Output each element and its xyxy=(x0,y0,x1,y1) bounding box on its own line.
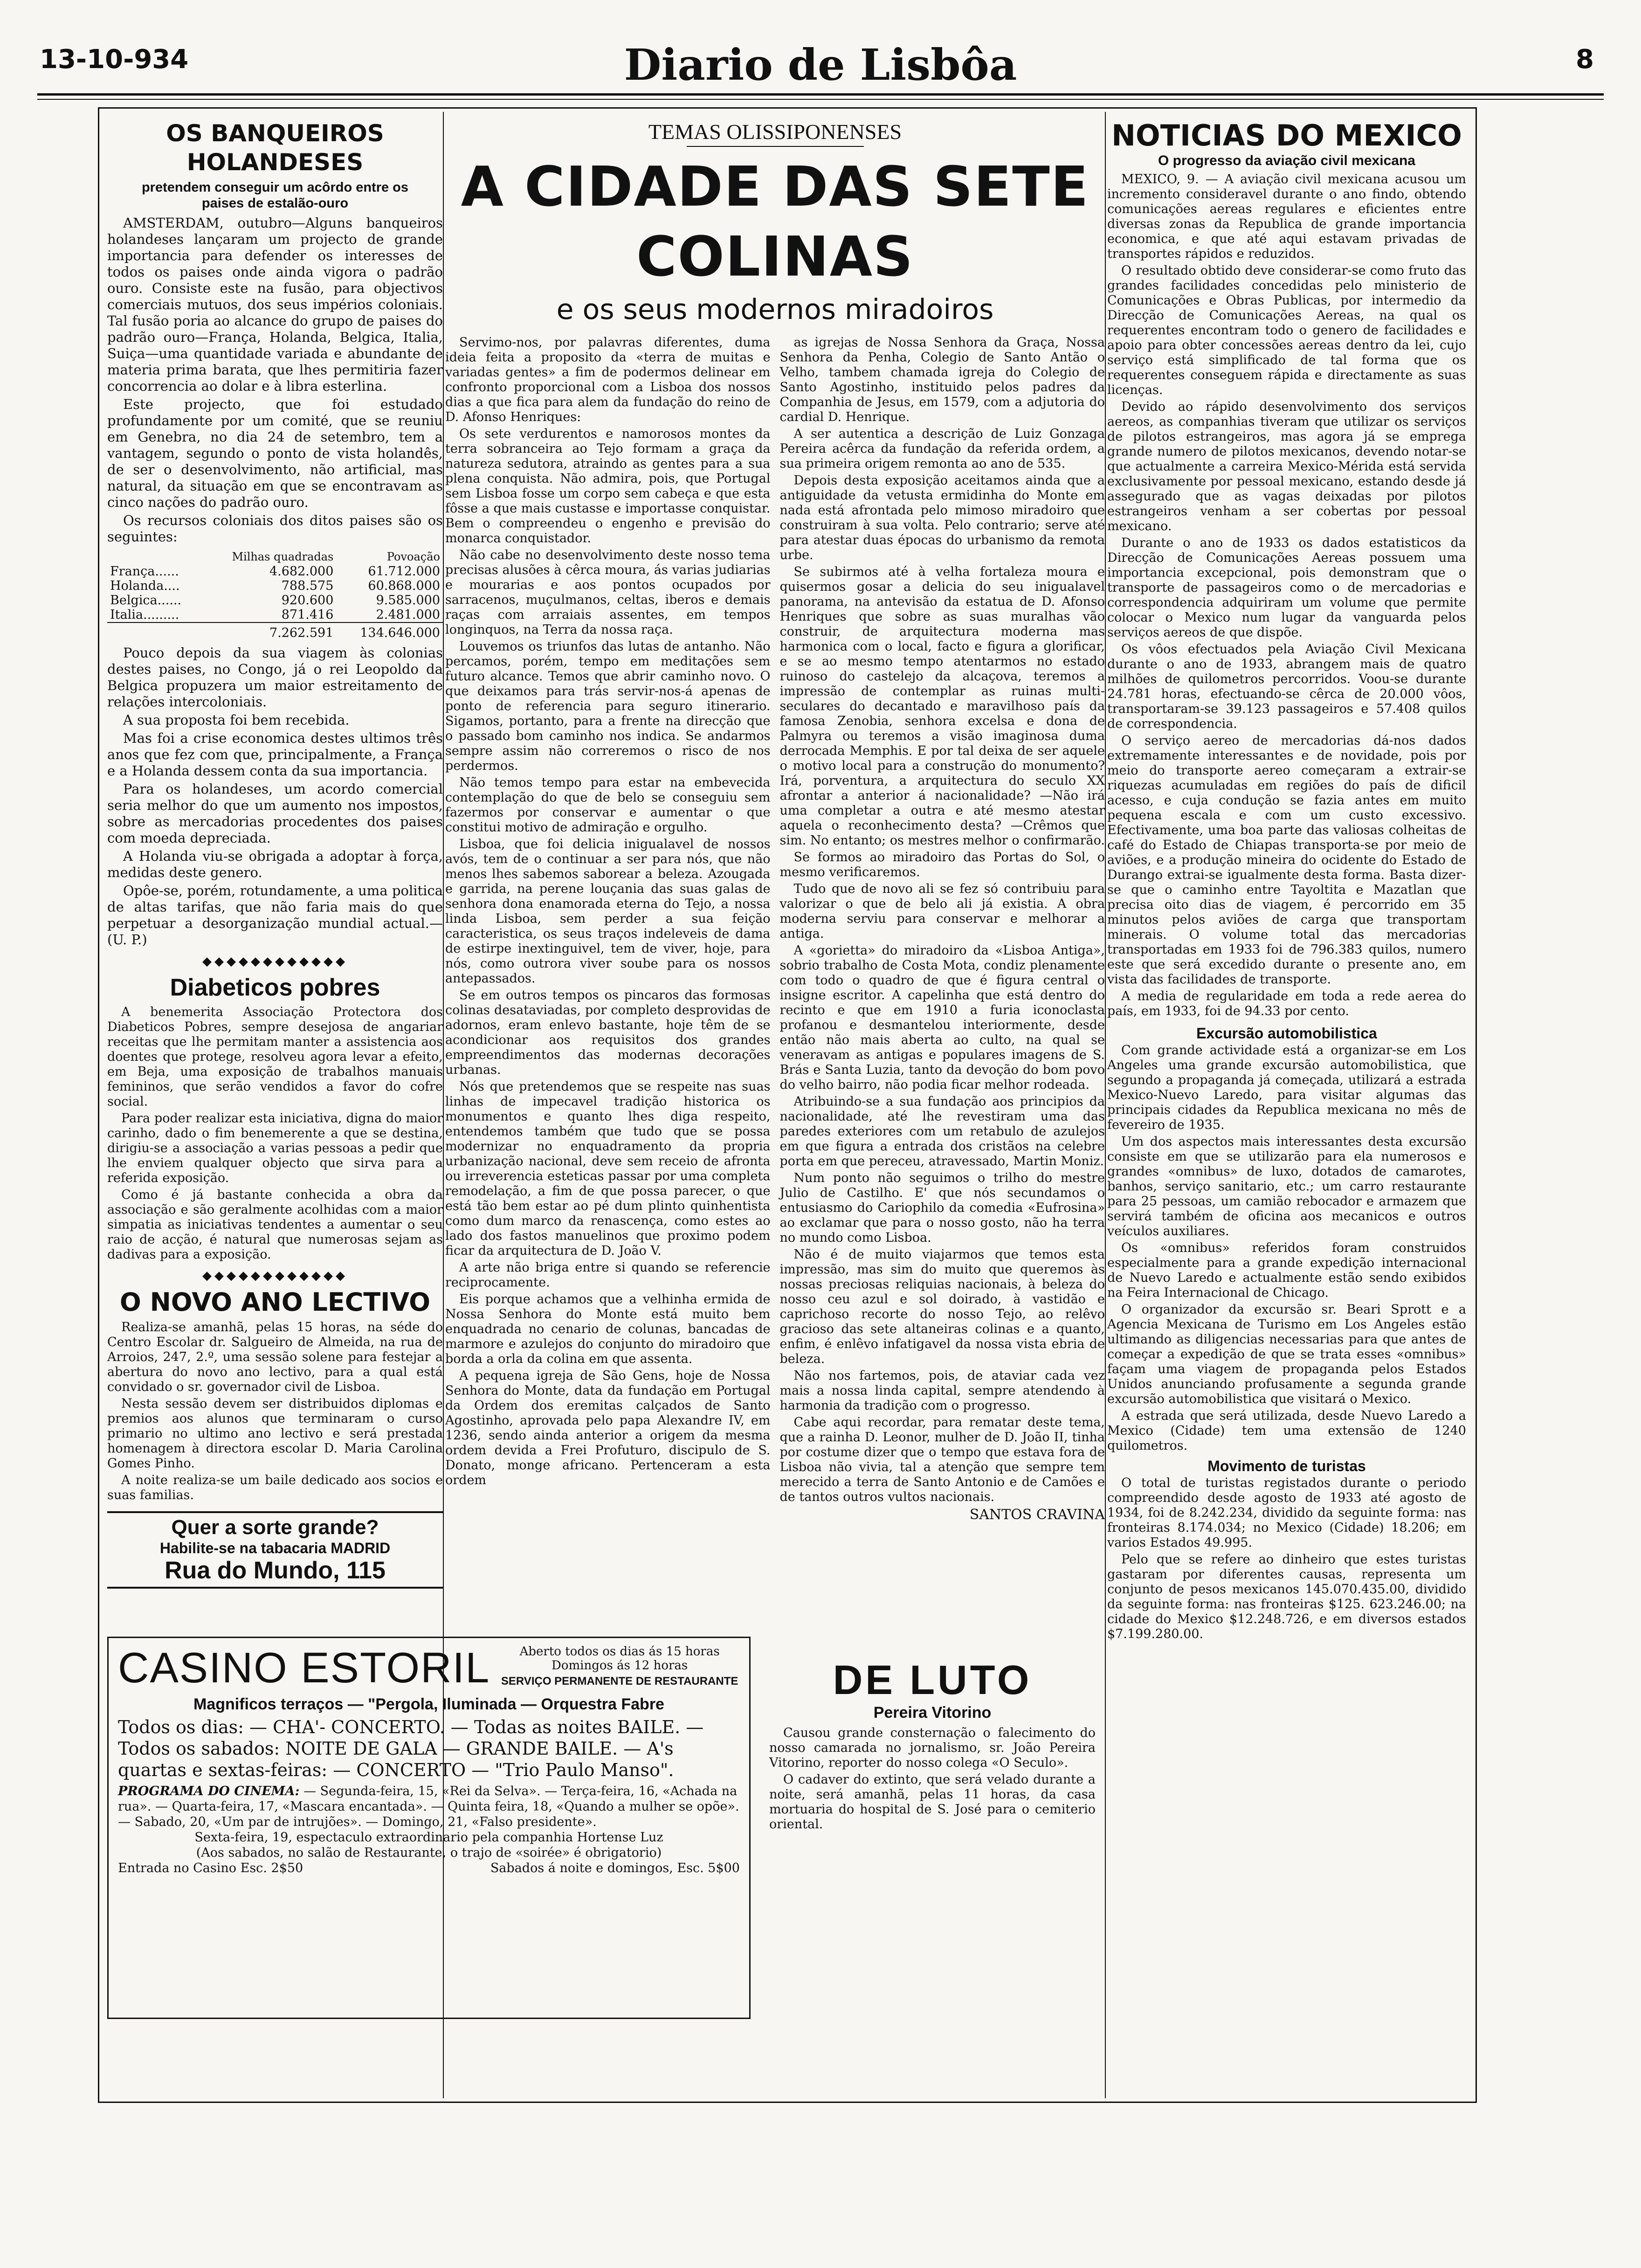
article-paragraph: Se subirmos até à velha fortaleza moura e quisermos gosar a delicia do seu inigualavel panorama, na antevisão da estatua de D. Afonso Henriques que sobre as suas muralhas vão construir, de arquitectura moderna mas harmonica com o local, facto e figura a glorificar, e se ao mesmo tempo atentarmos no estado ruinoso do castelejo da alcaçova, teremos a impressão de contemplar as ruinas multi-seculares do decantado e maravilhoso país da famosa Zenobia, senhora excelsa e dona de Palmyra ou teremos a visão imaginosa duma derrocada Memphis. E por tal deixa de ser aquele o motivo local para a construção do monumento? Irá, porventura, a arquitectura do seculo XX afrontar a anterior á nacionalidade? —Não irá uma completar a outra e até mesmo atestar aquela o reconhecimento desta? —Crêmos que sim. No entanto; os mestres melhor o confirmarão. xyxy=(779,565,1105,848)
article-paragraph: as igrejas de Nossa Senhora da Graça, Nossa Senhora da Penha, Colegio de Santo Antão o Velho, tambem chamada igreja do Colegio de Santo Agostinho, instituido pelos padres da Companhia de Jesus, em 1579, com a adjutoria do cardial D. Henrique. xyxy=(779,335,1105,424)
turistas-headline: Movimento de turistas xyxy=(1207,1458,1366,1474)
article-paragraph: Os sete verdurentos e namorosos montes da terra sobranceira ao Tejo formam a graça da natureza sedutora, atraindo as gentes para a sua plena conquista. Não admira, pois, que Portugal sem Lisboa fosse um corpo sem cabeça e que esta fôsse a que mais custasse e importasse conquistar. Bem o compreendeu o engenho e previsão do monarca conquistador. xyxy=(445,427,771,546)
colonial-resources-table xyxy=(107,550,443,640)
article-paragraph: Não temos tempo para estar na embevecida contemplação do que de belo se conseguiu sem fazermos por conservar e aumentar o que constitui motivo de admiração e orgulho. xyxy=(445,775,771,835)
article-column-b xyxy=(779,335,1105,1523)
main-subheadline: e os seus modernos miradoiros xyxy=(556,293,994,326)
section-title: TEMAS OLISSIPONENSES xyxy=(648,120,902,144)
casino-title: CASINO ESTORIL xyxy=(118,1644,490,1692)
article-paragraph: A pequena igreja de São Gens, hoje de Nossa Senhora do Monte, data da fundação em Portugal da Ordem dos eremitas calçados de Santo Agostinho, aprovada pelo papa Alexandre IV, em 1236, sendo ainda anterior a origem da mesma ordem devida a Frei Profuturo, discipulo de S. Donato, monge africano. Pertenceram a esta ordem xyxy=(445,1369,771,1487)
program-title: PROGRAMA DO CINEMA: xyxy=(118,1784,300,1798)
casino-service: SERVIÇO PERMANENTE DE RESTAURANTE xyxy=(501,1675,738,1687)
frame-top xyxy=(98,107,1477,109)
article-paragraph: Um dos aspectos mais interessantes desta excursão consiste em que se utilizarão para ela numerosos e grandes «omnibus» de luxo, dotados de camarotes, banhos, serviço sanitario, etc.; um carro restaurante para 25 pessoas, um camião rebocador e armazem que servirá também de oficina aos mecanicos e outros veículos auxiliares. xyxy=(1107,1134,1466,1238)
right-column xyxy=(1107,119,1466,1644)
frame-right xyxy=(1476,107,1477,2103)
luto-subtitle: Pereira Vitorino xyxy=(873,1704,992,1722)
article-paragraph: Atribuindo-se a sua fundação aos principios da nacionalidade, até lhe revestiram uma das paredes exteriores com um retabulo de azulejos em que figura a entrada dos cristãos na celebre porta em que pereceu, atravessado, Martin Moniz. xyxy=(779,1094,1105,1169)
table-cell: 2.481.000 xyxy=(376,608,440,622)
table-cell: 134.646.000 xyxy=(336,622,443,640)
article-paragraph: A arte não briga entre si quando se referencie reciprocamente. xyxy=(445,1260,771,1290)
article-paragraph: Servimo-nos, por palavras diferentes, duma ideia feita a proposito da «terra de muitas e variadas gentes» a fim de podermos delinear em confronto proporcional com a Lisboa dos nossos dias a que fica para alem da fundação do reino de D. Afonso Henriques: xyxy=(445,335,771,424)
center-column xyxy=(445,119,1105,1523)
article-column-a xyxy=(445,335,771,1487)
table-cell: 60.868.000 xyxy=(368,579,440,593)
ad-line: Quer a sorte grande? xyxy=(171,1516,379,1539)
casino-entry: Entrada no Casino Esc. 2$50 xyxy=(118,1861,303,1875)
article-paragraph: O organizador da excursão sr. Beari Sprott e a Agencia Mexicana de Turismo em Los Angeles estão ultimando as diligencias necessarias para que antes de começar a expedição de que se trata esses «omnibus» façam uma viagem de propaganda pelos Estados Unidos anunciando profusamente a segunda grande excursão automobilistica que visitará o Mexico. xyxy=(1107,1302,1466,1406)
article-paragraph: A sua proposta foi bem recebida. xyxy=(123,712,350,728)
table-row xyxy=(107,579,443,593)
article-paragraph: Os vôos efectuados pela Aviação Civil Mexicana durante o ano de 1933, abrangem mais de quatro milhões de quilometros percorridos. Voou-se durante 24.781 horas, efectuando-se cêrca de 20.000 vôos, transportaram-se 39.123 passageiros e 57.408 quilos de correspondencia. xyxy=(1107,642,1466,731)
article-paragraph: Louvemos os triunfos das lutas de antanho. Não percamos, porém, tempo em meditações sem futuro alcance. Temos que abrir caminho novo. O que deixamos para trás servir-nos-á apenas de ponto de referencia para seguro itinerario. Sigamos, portanto, para a frente na direcção que o passado bom caminho nos indica. Se andarmos sempre assim não correremos o risco de nos perdermos. xyxy=(445,639,771,773)
table-cell: 4.682.000 xyxy=(269,564,334,579)
table-cell: França...... xyxy=(110,564,179,579)
frame-left xyxy=(98,107,99,2103)
article-paragraph: Opôe-se, porém, rotundamente, a uma politica de altas tarifas, que não faria mais do que perpetuar a desorganização mundial actual.—(U. P.) xyxy=(107,883,443,947)
casino-special: Sexta-feira, 19, espectaculo extraordinario pela companhia Hortense Luz xyxy=(194,1830,663,1845)
table-cell: 920.600 xyxy=(281,593,334,608)
table-cell: 7.262.591 xyxy=(203,622,336,640)
separator-ornament: ◆◆◆◆◆◆◆◆◆◆◆◆ xyxy=(202,954,348,968)
ano-lectivo-headline: O NOVO ANO LECTIVO xyxy=(119,1287,431,1317)
page-number: 8 xyxy=(1576,44,1594,75)
article-paragraph: Mas foi a crise economica destes ultimos três anos que fez com que, principalmente, a França e a Holanda dessem conta da sua importancia. xyxy=(107,730,443,779)
casino-weekend: Sabados á noite e domingos, Esc. 5$00 xyxy=(490,1861,740,1875)
table-cell: 9.585.000 xyxy=(376,593,440,608)
article-paragraph: Eis porque achamos que a velhinha ermida de Nossa Senhora do Monte está muito bem enquadrada no cenario de colunas, bancadas de marmore e azulejos do conjunto do miradoiro que borda a orla da colina em que assenta. xyxy=(445,1292,771,1366)
cinema-program xyxy=(118,1784,740,1830)
article-paragraph: Os recursos coloniais dos ditos paises são os seguintes: xyxy=(107,512,443,545)
article-paragraph: Causou grande consternação o falecimento do nosso camarada no jornalismo, sr. João Pereira Vitorino, reporter do nosso colega «O Seculo». xyxy=(769,1726,1096,1770)
article-paragraph: MEXICO, 9. — A aviação civil mexicana acusou um incremento consideravel durante o ano findo, obtendo comunicações aereas regulares e eficientes entre diversas zonas da Republica de grande importancia economica, e que até aqui estavam privadas de transportes rápidos e reduzidos. xyxy=(1107,172,1466,261)
banqueiros-subheadline: pretendem conseguir um acôrdo entre os paises de estalão-ouro xyxy=(141,180,409,211)
mexico-subheadline: O progresso da aviação civil mexicana xyxy=(1158,153,1415,168)
table-cell: 788.575 xyxy=(281,579,334,593)
article-paragraph: Realiza-se amanhã, pelas 15 horas, na séde do Centro Escolar dr. Salgueiro de Almeida, na rua de Arroios, 247, 2.º, uma sessão solene para festejar a abertura do novo ano lectivo, para a qual está convidado o sr. governador civil de Lisboa. xyxy=(107,1320,443,1394)
article-paragraph: Não nos fartemos, pois, de ataviar cada vez mais a nossa linda capital, sempre atendendo à harmonia da tradição com o progresso. xyxy=(779,1369,1105,1413)
main-headline: A CIDADE DAS SETE COLINAS xyxy=(461,154,1089,289)
article-paragraph: A «gorietta» do miradoiro da «Lisboa Antiga», sobrio trabalho de Costa Mota, condiz plenamente com todo o quadro de que é figura central o insigne escritor. A capelinha que está dentro do recinto e que em 1910 a furia iconoclasta profanou e desmantelou interiormente, desde então não mais aberta ao culto, na qual se veneravam as antigas e populares imagens de S. Brás e Santa Luzia, tanto da devoção do bom povo do velho bairro, não podia ficar melhor rodeada. xyxy=(779,943,1105,1092)
article-paragraph: Devido ao rápido desenvolvimento dos serviços aereos, as companhias tiveram que utilizar os serviços de pilotos estrangeiros, mas agora já se emprega grande numero de pilotos mexicanos, devendo notar-se que actualmente a carreira Mexico-Mérida está servida exclusivamente por pessoal mexicano, estando desde já assegurado que as vagas deixadas por pilotos estrangeiros venham a ser cobertas por pessoal mexicano. xyxy=(1107,400,1466,533)
table-cell: 61.712.000 xyxy=(368,564,440,579)
section-underline xyxy=(687,146,864,147)
article-paragraph: O total de turistas registados durante o periodo compreendido desde agosto de 1933 até agosto de 1934, foi de 8.242.234, dividido da seguinte forma: nas fronteiras 8.174.034; no Mexico (Cidade) 18.206; em varios Estados 49.995. xyxy=(1107,1476,1466,1550)
article-paragraph: A media de regularidade em toda a rede aerea do país, em 1933, foi de 94.33 por cento. xyxy=(1107,989,1466,1018)
program-list: — Segunda-feira, 15, «Rei da Selva». — Terça-feira, 16, «Achada na rua». — Quarta-feira, 17, «Mascara encantada». — Quinta feira, 18, «Quando a mulher se opõe». — Sabado, 20, «Um par de intrujões». — Domingo, 21, «Falso presidente». xyxy=(118,1784,739,1829)
sorte-grande-ad xyxy=(107,1511,443,1589)
luto-notice xyxy=(769,1658,1096,1834)
column-rule-2 xyxy=(1105,112,1106,2098)
masthead-rule-thin xyxy=(37,99,1604,100)
article-paragraph: Como é já bastante conhecida a obra da associação e são geralmente acolhidas com a maior simpatia as iniciativas tendentes a aumentar o seu raio de acção, é natural que numerosas sejam as dadivas para a exposição. xyxy=(107,1188,443,1262)
article-paragraph: AMSTERDAM, outubro—Alguns banqueiros holandeses lançaram um projecto de grande importancia para defender os interesses de todos os paises onde ainda vigora o padrão ouro. Consiste este na fusão, para objectivos comerciais mutuos, dos seus impérios coloniais. Tal fusão poria ao alcance do grupo de paises do padrão ouro—França, Holanda, Belgica, Italia, Suiça—uma quantidade variada e abundante de materia prima barata, que lhes permitiria fazer concorrencia ao dolar e à libra esterlina. xyxy=(107,215,443,394)
article-paragraph: Os «omnibus» referidos foram construidos especialmente para a grande expedição internacional de Nuevo Laredo e actualmente estão sendo exibidos na Feira Internacional de Chicago. xyxy=(1107,1241,1466,1300)
article-paragraph: Não cabe no desenvolvimento deste nosso tema precisas alusões à cêrca moura, ás varias judiarias e mourarias e aos pontos ocupados por sarracenos, muçulmanos, celtas, iberos e demais raças com arraiais assentes, em tempos longinquos, na Terra da nossa raça. xyxy=(445,548,771,637)
excursao-headline: Excursão automobilistica xyxy=(1196,1025,1377,1042)
luto-title: DE LUTO xyxy=(833,1657,1032,1703)
table-cell: 871.416 xyxy=(281,608,334,622)
article-paragraph: Pouco depois da sua viagem às colonias destes paises, no Congo, já o rei Leopoldo da Belgica propuzera um maior estreitamento de relações intercoloniais. xyxy=(107,645,443,710)
ad-line: Rua do Mundo, 115 xyxy=(165,1557,386,1584)
separator-ornament: ◆◆◆◆◆◆◆◆◆◆◆◆ xyxy=(202,1269,348,1283)
article-paragraph: Nesta sessão devem ser distribuidos diplomas e premios aos alunos que terminaram o curso primario no ultimo ano lectivo e será prestada homenagem à directora escolar D. Maria Carolina Gomes Pinho. xyxy=(107,1397,443,1471)
casino-terraces: Magnificos terraços — "Pergola, Iluminada — Orquestra Fabre xyxy=(193,1695,664,1713)
masthead-rule xyxy=(37,93,1604,96)
table-row xyxy=(107,564,443,579)
article-paragraph: Durante o ano de 1933 os dados estatisticos da Direcção de Comunicações Aereas possuem uma importancia excepcional, pois demonstram que o transporte de passageiros como o de mercadorias e correspondencia adquiriram um volume que permite colocar o Mexico num lugar da vanguarda pelos serviços aereos de que dispõe. xyxy=(1107,536,1466,640)
article-paragraph: A Holanda viu-se obrigada a adoptar à força, medidas deste genero. xyxy=(107,848,443,880)
article-paragraph: Não é de muito viajarmos que temos esta impressão, mas sim do muito que queremos às nossas preciosas reliquias nacionais, à beleza do nosso ceu azul e sol doirado, à vastidão e caprichoso recorte do nosso Tejo, ao relêvo gracioso das sete altaneiras colinas e a quanto, enfim, é enlêvo infatigavel da nossa vista ebria de beleza. xyxy=(779,1247,1105,1366)
article-paragraph: Pelo que se refere ao dinheiro que estes turistas gastaram por diferentes causas, representa um conjunto de pesos mexicanos 145.070.435.00, dividido da seguinte forma: nas fronteiras $125. 623.246.00; na cidade do Mexico $12.248.726, e em diversos estados $7.199.280.00. xyxy=(1107,1552,1466,1641)
left-column xyxy=(107,119,443,1589)
article-author: SANTOS CRAVINA xyxy=(969,1507,1105,1523)
newspaper-title: Diario de Lisbôa xyxy=(624,40,1017,90)
column-header: Povoação xyxy=(386,550,440,563)
frame-bottom xyxy=(98,2102,1477,2103)
casino-dress: (Aos sabados, no salão de Restaurante, o trajo de «soirée» é obrigatorio) xyxy=(196,1846,662,1860)
ad-line: Habilite-se na tabacaria MADRID xyxy=(159,1540,391,1556)
article-paragraph: Se em outros tempos os pincaros das formosas colinas desataviadas, por completo desprovidas de adornos, eram enlevo bastante, hoje têm de se acondicionar aos requisitos dos grandes empreendimentos das modernas decorações urbanas. xyxy=(445,988,771,1077)
table-cell: Belgica...... xyxy=(110,593,182,608)
article-paragraph: Com grande actividade está a organizar-se em Los Angeles uma grande excursão automobilistica, que segundo a propaganda já começada, utilizará a estrada Mexico-Nuevo Laredo, para visitar algumas das principais cidades da Republica mexicana no mês de fevereiro de 1935. xyxy=(1107,1043,1466,1132)
article-paragraph: Depois desta exposição aceitamos ainda que a antiguidade da vetusta ermidinha do Monte em nada está afrontada pelo mimoso miradoiro que construiram à sua volta. Pelo contrario; serve até para atestar duas épocas do urbanismo da remota urbe. xyxy=(779,473,1105,562)
issue-date: 13-10-934 xyxy=(40,44,189,75)
article-paragraph: Este projecto, que foi estudado profundamente por um comité, que se reuniu em Genebra, no dia 24 de setembro, tem a vantagem, segundo o ponto de vista holandês, de ser o desenvolvimento, não artificial, mas natural, da situação em que se encontravam as cinco nações do padrão ouro. xyxy=(107,396,443,510)
article-paragraph: Para os holandeses, um acordo comercial seria melhor do que um aumento nos impostos, sobre as mercadorias procedentes dos paises com moeda depreciada. xyxy=(107,781,443,846)
article-columns xyxy=(445,335,1105,1523)
casino-days: Todos os dias: — CHA'- CONCERTO. — Todas as noites BAILE. — Todos os sabados: NOITE DE GALA — GRANDE BAILE. — A's quartas e sextas-feiras: — CONCERTO — "Trio Paulo Manso". xyxy=(118,1717,704,1780)
article-paragraph: O serviço aereo de mercadorias dá-nos dados extremamente interessantes e de novidade, pois por meio do transporte aereo começaram a extrair-se riquezas acumuladas em regiões do país de dificil acesso, e cuja condução se fazia antes em muito pequena escala e com um custo excessivo. Efectivamente, uma boa parte das valiosas colheitas de café do Estado de Chiapas transporta-se por meio de aviões, e a produção mineira do ocidente do Estado de Durango extrai-se igualmente desta forma. Basta dizer-se que o caminho entre Tayoltita e Mazatlan que precisa oito dias de viagem, é percorrido em 35 minutos pelos aviões de carga que transportam minerais. O volume total das mercadorias transportadas em 1933 foi de 796.383 quilos, numero este que será excedido durante o presente ano, em vista das facilidades de transporte. xyxy=(1107,733,1466,987)
article-paragraph: Se formos ao miradoiro das Portas do Sol, o mesmo verificaremos. xyxy=(779,850,1105,879)
article-paragraph: A estrada que será utilizada, desde Nuevo Laredo a Mexico (Cidade) tem uma extensão de 1240 quilometros. xyxy=(1107,1409,1466,1453)
diabeticos-headline: Diabeticos pobres xyxy=(170,974,380,1001)
article-paragraph: Lisboa, que foi delicia inigualavel de nossos avós, tem de o continuar a ser para nós, que não menos lhes sabemos saborear a beleza. Azougada e garrida, na perene louçania das suas galas de senhora dona enamorada eterna do Tejo, a nossa linda Lisboa, sem perder a sua feição caracteristica, os seus traços indeleveis de dama de estirpe inextinguivel, tem de viver, hoje, para nós, como outrora viver soube para os nossos antepassados. xyxy=(445,837,771,986)
table-header-row xyxy=(107,550,443,564)
table-cell: Italia......... xyxy=(110,608,179,622)
article-paragraph: A benemerita Associação Protectora dos Diabeticos Pobres, sempre desejosa de angariar receitas que lhe permitam manter a assistencia aos doentes que protege, resolveu agora levar a efeito, em Beja, uma exposição de trabalhos manuais femininos, que serão vendidos a favor do cofre social. xyxy=(107,1005,443,1109)
table-row xyxy=(107,608,443,622)
article-paragraph: O resultado obtido deve considerar-se como fruto das grandes facilidades concedidas pelo ministerio de Comunicações e Obras Publicas, por intermedio da Direcção de Comunicações Aereas, na qual os requerentes encontram todo o genero de facilidades e apoio para obter concessões aereas dentro da lei, cujo serviço está simplificado de tal forma que os requerentes conseguem rápida e directamente as suas licenças. xyxy=(1107,263,1466,397)
column-header: Milhas quadradas xyxy=(232,550,334,563)
article-paragraph: Num ponto não seguimos o trilho do mestre Julio de Castilho. E' que nós secundamos o entusiasmo do Cariophilo da comedia «Eufrosina» ao exclamar que para o nosso gosto, não ha terra no mundo como Lisboa. xyxy=(779,1171,1105,1245)
article-paragraph: Nós que pretendemos que se respeite nas suas linhas de impecavel tradição historica os monumentos e quanto lhes diga respeito, entendemos também que tudo que se possa modernizar no enquadramento da propria urbanização nacional, deve sem receio de afronta ou irreverencia esteticas passar por uma completa remodelação, a fim de que possa parecer, o que está tão bem estar ao pé dum plinto quinhentista como dum marco da renascença, como estes ao lado dos fastos manuelinos que proximo podem ficar da arquitectura de D. João V. xyxy=(445,1079,771,1258)
banqueiros-headline: OS BANQUEIROS HOLANDESES xyxy=(166,120,384,176)
article-paragraph: A noite realiza-se um baile dedicado aos socios e suas familias. xyxy=(107,1473,443,1502)
table-total-row xyxy=(107,622,443,640)
mexico-headline: NOTICIAS DO MEXICO xyxy=(1111,118,1462,152)
article-paragraph: Tudo que de novo ali se fez só contribuiu para valorizar o que de belo ali já existia. A obra moderna serviu para conservar e melhorar a antiga. xyxy=(779,882,1105,941)
article-paragraph: Cabe aqui recordar, para rematar deste tema, que a rainha D. Leonor, mulher de D. João II, tinha por costume dizer que o tempo que estava fora de Lisboa não vivia, tal a atenção que sempre tem merecido a terra de Santo Antonio e de Camões e de tantos outros vultos nacionais. xyxy=(779,1415,1105,1504)
article-paragraph: O cadaver do extinto, que será velado durante a noite, será amanhã, pelas 11 horas, da casa mortuaria do hospital de S. José para o cemiterio oriental. xyxy=(769,1772,1096,1832)
table-row xyxy=(107,593,443,608)
casino-hours: Aberto todos os dias ás 15 horas Domingos ás 12 horas xyxy=(519,1645,720,1673)
article-paragraph: A ser autentica a descrição de Luiz Gonzaga Pereira acêrca da fundação da referida ordem, a sua primeira origem remonta ao ano de 535. xyxy=(779,427,1105,471)
table-cell: Holanda.... xyxy=(110,579,180,593)
article-paragraph: Para poder realizar esta iniciativa, digna do maior carinho, dado o fim benemerente a que se destina, dirigiu-se a associação a varias pessoas a pedir que lhe enviem qualquer objecto que sirva para a referida exposição. xyxy=(107,1111,443,1185)
casino-estoril-ad xyxy=(107,1637,751,2019)
